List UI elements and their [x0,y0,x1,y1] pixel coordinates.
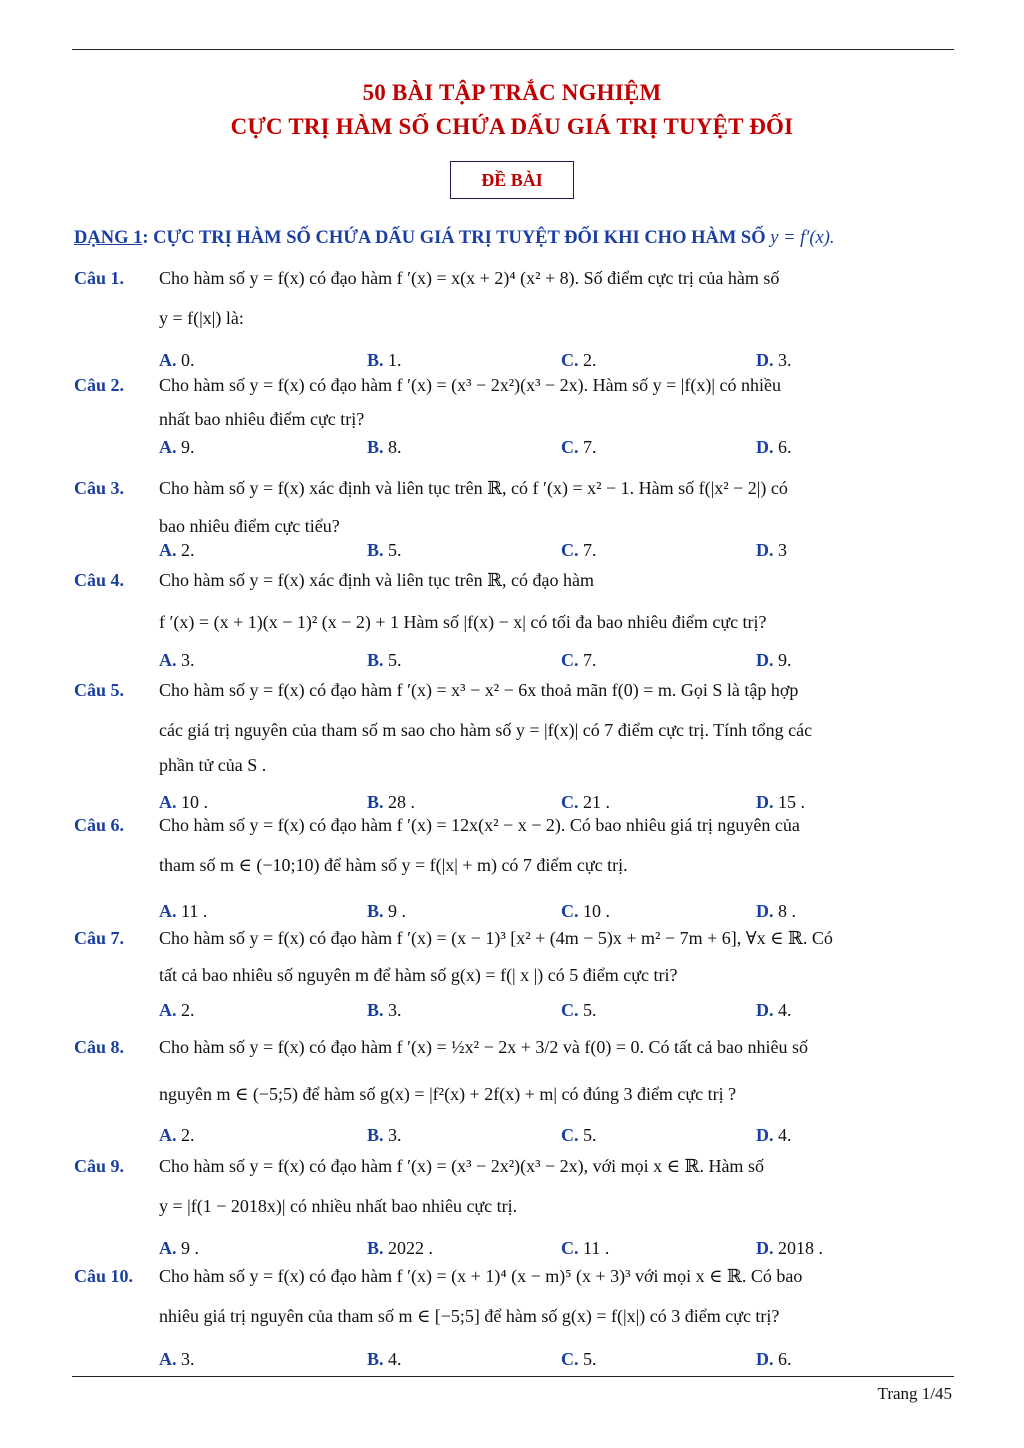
answer-option[interactable] [367,350,402,371]
option-letter: C. [561,350,579,370]
document-title-line1: 50 BÀI TẬP TRẮC NGHIỆM [362,80,662,105]
question-label: Câu 10. [74,1266,134,1286]
question-text-line: Cho hàm số y = f(x) có đạo hàm f ′(x) = x(x + 2)⁴ (x² + 8). Số điểm cực trị của hàm số [159,268,780,288]
page-number: Trang 1/45 [877,1384,952,1403]
question-item [74,375,952,475]
option-letter: B. [367,540,384,560]
question-text-line: y = f(|x|) là: [159,308,244,328]
answer-option[interactable] [159,650,195,671]
option-letter: C. [561,1000,579,1020]
option-letter: B. [367,350,384,370]
question-label: Câu 4. [74,570,125,590]
option-value: 2. [181,1125,195,1145]
question-label: Câu 3. [74,478,125,498]
question-item [74,1266,952,1369]
answer-option[interactable] [756,350,792,371]
option-letter: D. [756,350,774,370]
question-text-line: tham số m ∈ (−10;10) để hàm số y = f(|x| + m) có 7 điểm cực trị. [159,855,628,875]
question-text-line: y = |f(1 − 2018x)| có nhiều nhất bao nhiêu cực trị. [159,1196,518,1216]
question-text-line: nguyên m ∈ (−5;5) để hàm số g(x) = |f²(x) + 2f(x) + m| có đúng 3 điểm cực trị ? [159,1084,737,1104]
answer-option[interactable] [561,437,597,458]
question-text-line: Cho hàm số y = f(x) có đạo hàm f ′(x) = (x³ − 2x²)(x³ − 2x). Hàm số y = |f(x)| có nhiều [159,375,781,395]
option-letter: D. [756,1238,774,1258]
option-letter: A. [159,792,177,812]
option-value: 5. [388,540,402,560]
answer-option[interactable] [756,540,787,561]
answer-options [159,1000,952,1024]
option-value: 5. [583,1000,597,1020]
answer-options [159,650,952,674]
option-letter: A. [159,1238,177,1258]
answer-option[interactable] [561,901,610,922]
answer-option[interactable] [561,650,597,671]
option-letter: C. [561,1349,579,1369]
answer-options [159,1238,952,1262]
question-item [74,680,952,812]
question-item [74,1037,952,1145]
option-value: 2. [181,1000,195,1020]
answer-option[interactable] [756,1125,792,1146]
question-item [74,478,952,578]
question-label: Câu 1. [74,268,125,288]
option-value: 3. [181,1349,195,1369]
question-text-line: f ′(x) = (x + 1)(x − 1)² (x − 2) + 1 Hàm số |f(x) − x| có tối đa bao nhiêu điểm cực trị? [159,612,767,632]
option-letter: C. [561,437,579,457]
answer-options [159,1125,952,1149]
answer-options [159,901,952,925]
option-letter: D. [756,540,774,560]
question-label: Câu 5. [74,680,125,700]
top-rule [72,49,954,50]
question-label: Câu 9. [74,1156,125,1176]
option-value: 10 . [583,901,610,921]
question-item [74,1156,952,1256]
option-letter: B. [367,437,384,457]
answer-option[interactable] [159,437,195,458]
question-text-line: Cho hàm số y = f(x) có đạo hàm f ′(x) = (x + 1)⁴ (x − m)⁵ (x + 3)³ với mọi x ∈ ℝ. Có bao [159,1266,803,1286]
answer-option[interactable] [756,1349,792,1370]
option-letter: A. [159,1349,177,1369]
answer-option[interactable] [756,1000,792,1021]
option-letter: D. [756,650,774,670]
question-text-line: Cho hàm số y = f(x) có đạo hàm f ′(x) = ½x² − 2x + 3/2 và f(0) = 0. Có tất cả bao nhiêu số [159,1037,808,1057]
option-value: 7. [583,650,597,670]
answer-option[interactable] [159,1000,195,1021]
answer-options [159,1349,952,1373]
option-value: 10 . [181,792,208,812]
section-label: DẠNG 1 [74,228,143,248]
section-heading [74,228,835,249]
option-letter: A. [159,540,177,560]
question-text-line: Cho hàm số y = f(x) có đạo hàm f ′(x) = (x³ − 2x²)(x³ − 2x), với mọi x ∈ ℝ. Hàm số [159,1156,764,1176]
option-value: 6. [778,437,792,457]
option-letter: D. [756,1349,774,1369]
answer-option[interactable] [561,540,597,561]
answer-option[interactable] [159,1238,199,1259]
answer-option[interactable] [561,1238,609,1259]
question-text-line: Cho hàm số y = f(x) có đạo hàm f ′(x) = (x − 1)³ [x² + (4m − 5)x + m² − 7m + 6], ∀x ∈ ℝ. Có [159,928,833,948]
option-letter: B. [367,1125,384,1145]
answer-option[interactable] [756,901,796,922]
option-value: 3. [388,1125,402,1145]
option-value: 28 . [388,792,416,812]
option-value: 1. [388,350,402,370]
option-value: 21 . [583,792,610,812]
answer-option[interactable] [159,792,208,813]
question-label: Câu 8. [74,1037,125,1057]
option-value: 9. [778,650,792,670]
answer-option[interactable] [561,1000,597,1021]
answer-option[interactable] [367,1125,402,1146]
option-value: 4. [388,1349,402,1369]
answer-option[interactable] [756,792,805,813]
answer-option[interactable] [367,650,402,671]
answer-options [159,350,952,374]
answer-option[interactable] [756,437,792,458]
answer-option[interactable] [367,540,402,561]
option-letter: B. [367,1349,384,1369]
option-value: 7. [583,540,597,560]
option-value: 5. [583,1349,597,1369]
answer-option[interactable] [159,350,195,371]
section-box: ĐỀ BÀI [450,161,574,199]
answer-option[interactable] [561,350,597,371]
answer-option[interactable] [367,792,415,813]
answer-option[interactable] [159,1125,195,1146]
answer-options [159,540,952,564]
question-text-line: nhiêu giá trị nguyên của tham số m ∈ [−5;5] để hàm số g(x) = f(|x|) có 3 điểm cực trị? [159,1306,780,1326]
option-value: 2. [583,350,597,370]
bottom-rule [72,1376,954,1377]
answer-option[interactable] [367,901,406,922]
option-value: 2. [181,540,195,560]
option-letter: D. [756,1125,774,1145]
option-letter: A. [159,1125,177,1145]
option-letter: B. [367,1238,384,1258]
question-item [74,928,952,1028]
option-value: 7. [583,437,597,457]
answer-options [159,437,952,461]
answer-option[interactable] [159,901,207,922]
option-letter: C. [561,1238,579,1258]
option-value: 2018 . [778,1238,823,1258]
question-text-line: Cho hàm số y = f(x) có đạo hàm f ′(x) = x³ − x² − 6x thoả mãn f(0) = m. Gọi S là tập hợp [159,680,799,700]
question-item [74,268,952,368]
option-value: 0. [181,350,195,370]
option-letter: B. [367,650,384,670]
option-value: 4. [778,1000,792,1020]
option-value: 8. [388,437,402,457]
answer-option[interactable] [367,1238,433,1259]
option-value: 9. [181,437,195,457]
option-letter: A. [159,350,177,370]
option-letter: C. [561,1125,579,1145]
question-text-line: tất cả bao nhiêu số nguyên m để hàm số g(x) = f(| x |) có 5 điểm cực tri? [159,965,678,985]
answer-option[interactable] [756,650,792,671]
option-letter: A. [159,650,177,670]
option-letter: D. [756,792,774,812]
option-letter: A. [159,437,177,457]
option-value: 15 . [778,792,805,812]
section-math: y = f′(x). [770,228,835,248]
option-value: 4. [778,1125,792,1145]
option-letter: C. [561,901,579,921]
answer-option[interactable] [367,437,402,458]
option-value: 2022 . [388,1238,434,1258]
answer-option[interactable] [159,1349,195,1370]
answer-option[interactable] [367,1349,402,1370]
option-value: 6. [778,1349,792,1369]
option-letter: B. [367,901,384,921]
option-letter: D. [756,437,774,457]
option-letter: A. [159,1000,177,1020]
option-letter: A. [159,901,177,921]
question-text-line: phần tử của S . [159,755,267,775]
option-value: 11 . [583,1238,610,1258]
question-label: Câu 6. [74,815,125,835]
option-letter: B. [367,1000,384,1020]
section-text: : CỰC TRỊ HÀM SỐ CHỨA DẤU GIÁ TRỊ TUYỆT ĐỐI KHI CHO HÀM SỐ [142,228,771,248]
option-value: 3. [388,1000,402,1020]
question-text-line: Cho hàm số y = f(x) xác định và liên tục trên ℝ, có đạo hàm [159,570,594,590]
answer-option[interactable] [561,792,610,813]
document-title-line2: CỰC TRỊ HÀM SỐ CHỨA DẤU GIÁ TRỊ TUYỆT ĐỐI [230,114,794,139]
question-label: Câu 7. [74,928,125,948]
answer-option[interactable] [561,1125,597,1146]
question-text-line: các giá trị nguyên của tham số m sao cho hàm số y = |f(x)| có 7 điểm cực trị. Tính tổng các [159,720,813,740]
option-value: 5. [583,1125,597,1145]
answer-option[interactable] [367,1000,402,1021]
question-text-line: bao nhiêu điểm cực tiểu? [159,516,340,536]
option-letter: B. [367,792,384,812]
option-value: 3. [181,650,195,670]
answer-option[interactable] [561,1349,597,1370]
question-item [74,815,952,921]
option-value: 8 . [778,901,796,921]
option-letter: D. [756,901,774,921]
question-label: Câu 2. [74,375,125,395]
option-value: 3 [778,540,787,560]
option-letter: C. [561,540,579,560]
option-value: 11 . [181,901,208,921]
answer-option[interactable] [756,1238,823,1259]
question-text-line: Cho hàm số y = f(x) xác định và liên tục trên ℝ, có f ′(x) = x² − 1. Hàm số f(|x² − 2|) có [159,478,788,498]
option-value: 5. [388,650,402,670]
option-letter: C. [561,792,579,812]
option-letter: D. [756,1000,774,1020]
question-item [74,570,952,670]
answer-options [159,792,952,816]
question-text-line: Cho hàm số y = f(x) có đạo hàm f ′(x) = 12x(x² − x − 2). Có bao nhiêu giá trị nguyên của [159,815,800,835]
option-value: 9 . [388,901,407,921]
option-value: 9 . [181,1238,199,1258]
answer-option[interactable] [159,540,195,561]
question-text-line: nhất bao nhiêu điểm cực trị? [159,409,365,429]
option-letter: C. [561,650,579,670]
option-value: 3. [778,350,792,370]
